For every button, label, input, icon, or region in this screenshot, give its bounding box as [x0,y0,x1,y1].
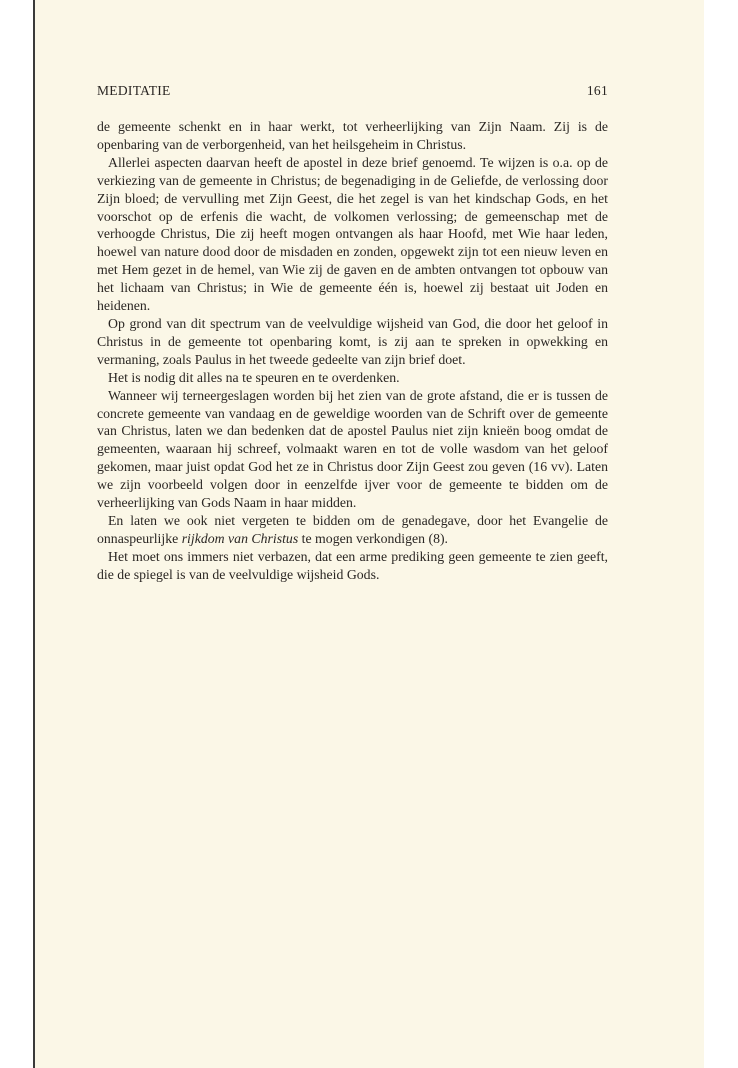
italic-phrase: rijkdom van Christus [181,530,299,546]
paragraph: Het is nodig dit alles na te speuren en te overdenken. [108,369,400,385]
page-header [97,83,608,103]
paragraph: Op grond van dit spectrum van de veelvuldige wijsheid van God, die door het geloof in Christus in de gemeente tot openbaring komt, is zij aan te spreken in opwekking en vermaning, zoals Paulus in het tweede gedeelte van zijn brief doet. [97,315,608,367]
paragraph: Wanneer wij terneergeslagen worden bij het zien van de grote afstand, die er is tussen de concrete gemeente van vandaag en de geweldige woorden van de Schrift over de gemeente van Christus, laten we dan bedenken dat de apostel Paulus niet zijn knieën boog omdat de gemeenten, waaraan hij schreef, volmaakt waren en tot de volle wasdom van het geloof gekomen, maar juist opdat God het ze in Christus door Zijn Geest zou geven (16 vv). Laten we zijn voorbeeld volgen door in eenzelfde ijver voor de gemeente te bidden om de verheerlijking van Gods Naam in haar midden. [97,387,608,511]
paragraph: Allerlei aspecten daarvan heeft de apostel in deze brief genoemd. Te wijzen is o.a. op de verkiezing van de gemeente in Christus; de begenadiging in de Geliefde, de verlossing door Zijn bloed; de vervulling met Zijn Geest, die het zegel is van het kindschap Gods, en het voorschot op de erfenis die wacht, de volkomen verlossing; de gemeenschap met de verhoogde Christus, Die zij heeft mogen ontvangen als haar Hoofd, met Wie haar leden, hoewel van nature dood door de misdaden en zonden, opgewekt zijn tot een nieuw leven en met Hem gezet in de hemel, van Wie zij de gaven en de ambten ontvangen tot opbouw van het lichaam van Christus; in Wie de gemeente één is, hoewel zij bestaat uit Joden en heidenen. [97,154,608,314]
body-text [97,118,608,584]
paragraph-text: En laten we ook niet vergeten te bidden om de genadegave, door het Evangelie de onnaspeurlijke [97,512,608,546]
running-title: MEDITATIE [97,83,171,98]
page-number: 161 [586,83,608,98]
paragraph-text: te mogen verkondigen (8). [298,530,449,546]
binding-edge [33,0,35,1068]
paragraph: de gemeente schenkt en in haar werkt, tot verheerlijking van Zijn Naam. Zij is de openbaring van de verborgenheid, van het heilsgeheim in Christus. [97,119,608,152]
paragraph: Het moet ons immers niet verbazen, dat een arme prediking geen gemeente te zien geeft, die de spiegel is van de veelvuldige wijsheid Gods. [97,548,608,582]
paragraph [97,512,608,548]
